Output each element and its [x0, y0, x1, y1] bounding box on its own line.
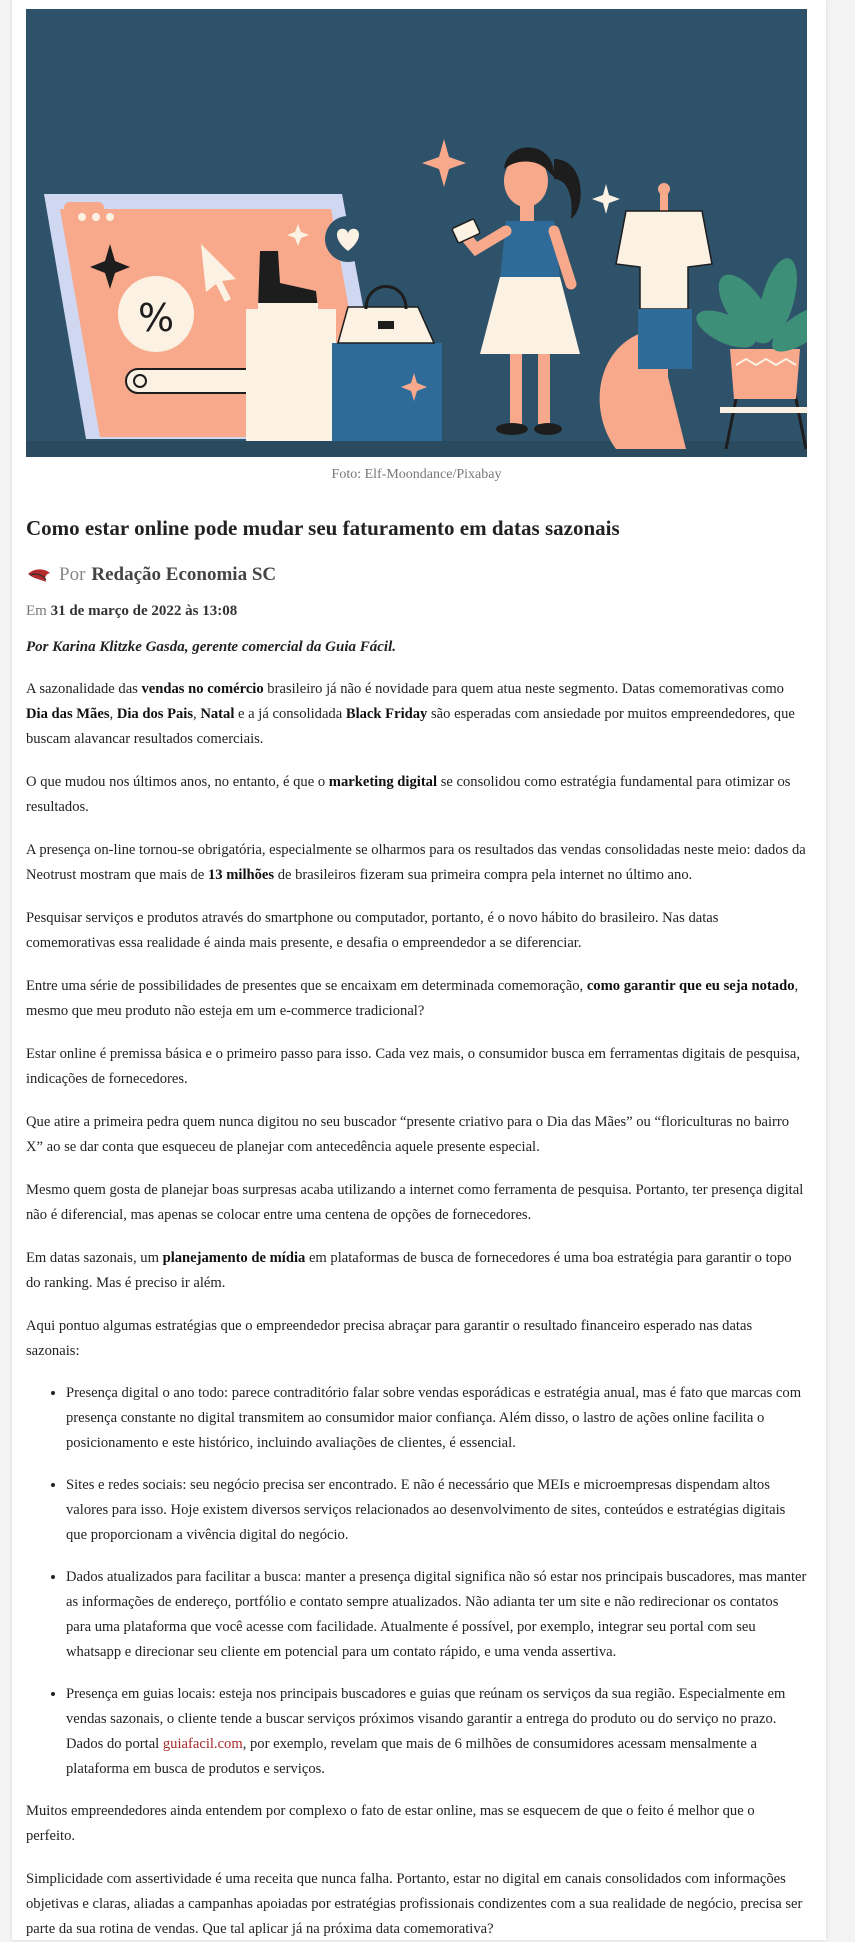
- image-caption: Foto: Elf-Moondance/Pixabay: [331, 467, 502, 482]
- paragraph: Mesmo quem gosta de planejar boas surpresas acaba utilizando a internet como ferramenta de pesquisa. Portanto, ter presença digital não é diferencial, mas apenas se colocar entre uma centena de opções de fornecedores.: [26, 1182, 804, 1223]
- bold-text: 13 milhões: [207, 867, 275, 883]
- list-item: • Sites e redes sociais: seu negócio precisa ser encontrado. E não é necessário que MEIs e microempresas dispendam altos valores para isso. Hoje existem diversos serviços relacionados ao desenvolvimento de sites, conteúdos e estratégias digitais que proporcionam a vivência digital do negócio.: [66, 1473, 807, 1548]
- date-value: 31 de março de 2022 às 13:08: [50, 603, 238, 619]
- bold-text: planejamento de mídia: [162, 1250, 306, 1266]
- article-title: Como estar online pode mudar seu faturamento em datas sazonais: [26, 516, 620, 540]
- list-item: • Presença em guias locais: esteja nos principais buscadores e guias que reúnam os serviços da sua região. Especialmente em vendas sazonais, o cliente tende a buscar serviços próximos visando garantir a entrega do produto ou do serviço no prazo. Dados do portal guiafacil.com, por exemplo, revelam que mais de 6 milhões de consumidores acessam mensalmente a plataforma em busca de produtos e serviços.: [66, 1682, 807, 1782]
- paragraph: Em datas sazonais, um planejamento de mídia em plataformas de busca de fornecedores é uma boa estratégia para garantir o topo do ranking. Mas é preciso ir além.: [26, 1250, 792, 1291]
- paragraph: Estar online é premissa básica e o primeiro passo para isso. Cada vez mais, o consumidor busca em ferramentas digitais de pesquisa, indicações de fornecedores.: [26, 1046, 801, 1087]
- list-item: • Dados atualizados para facilitar a busca: manter a presença digital significa não só estar nos principais buscadores, mas manter as informações de endereço, portfólio e contato sempre atualizados. Não adianta ter um site e não redirecionar os contatos para uma plataforma que você acesse com facilidade. Atualmente é possível, por exemplo, integrar seu portal com seu whatsapp e direcionar seu cliente em potencial para um contato rápido, e uma venda assertiva.: [66, 1565, 807, 1665]
- paragraph: O que mudou nos últimos anos, no entanto, é que o marketing digital se consolidou como estratégia fundamental para otimizar os resultados.: [26, 774, 791, 815]
- author-row: [26, 563, 807, 587]
- article-page: [12, 0, 826, 1940]
- inline-link[interactable]: guiafacil.com: [162, 1736, 243, 1752]
- bold-text: Dia das Mães: [26, 706, 110, 722]
- bold-text: Black Friday: [345, 706, 428, 722]
- paragraph: Entre uma série de possibilidades de presentes que se encaixam em determinada comemoração, como garantir que eu seja notado, mesmo que meu produto não esteja em um e-commerce tradicional?: [26, 978, 799, 1019]
- paragraph: Aqui pontuo algumas estratégias que o empreendedor precisa abraçar para garantir o resultado financeiro esperado nas datas sazonais:: [26, 1318, 753, 1359]
- article-byline: Por Karina Klitzke Gasda, gerente comercial da Guia Fácil.: [26, 639, 396, 655]
- bold-text: Dia dos Pais: [116, 706, 194, 722]
- hero-illustration: [26, 9, 807, 457]
- author-avatar-icon: [26, 564, 52, 586]
- bold-text: marketing digital: [328, 774, 438, 790]
- svg-text:%: %: [138, 296, 175, 340]
- bold-text: como garantir que eu seja notado: [586, 978, 795, 994]
- list-item: • Presença digital o ano todo: parece contraditório falar sobre vendas esporádicas e estratégia anual, mas é fato que marcas com presença constante no digital transmitem ao consumidor maior confiança. Além disso, o lastro de ações online facilita o posicionamento e este histórico, incluindo avaliações de clientes, é essencial.: [66, 1381, 807, 1456]
- paragraph: Que atire a primeira pedra quem nunca digitou no seu buscador “presente criativo para o Dia das Mães” ou “floriculturas no bairro X” ao se dar conta que esqueceu de planejar com antecedência aquele presente especial.: [26, 1114, 790, 1155]
- author-name-link[interactable]: Redação Economia SC: [91, 564, 277, 585]
- paragraph: A sazonalidade das vendas no comércio brasileiro já não é novidade para quem atua neste segmento. Datas comemorativas como Dia das Mães, Dia dos Pais, Natal e a já consolidada Black Friday são esperadas com ansiedade por muitos empreendedores, que buscam alavancar resultados comerciais.: [26, 681, 795, 747]
- paragraph: Muitos empreendedores ainda entendem por complexo o fato de estar online, mas se esquecem de que o feito é melhor que o perfeito.: [26, 1803, 755, 1844]
- bold-text: Natal: [200, 706, 235, 722]
- paragraph: Simplicidade com assertividade é uma receita que nunca falha. Portanto, estar no digital em canais consolidados com informações objetivas e claras, aliadas a campanhas apoiadas por estratégias profissionais condizentes com a sua realidade de negócio, precisa ser parte da sua rotina de vendas. Que tal aplicar já na próxima data comemorativa?: [26, 1871, 803, 1937]
- paragraph: A presença on-line tornou-se obrigatória, especialmente se olharmos para os resultados das vendas consolidadas neste meio: dados da Neotrust mostram que mais de 13 milhões de brasileiros fizeram sua primeira compra pela internet no último ano.: [26, 842, 806, 883]
- ecommerce-illustration: [26, 9, 807, 457]
- publish-date: [26, 603, 807, 623]
- date-prefix: Em: [26, 603, 47, 619]
- bold-text: vendas no comércio: [141, 681, 264, 697]
- strategy-list: [26, 1381, 807, 1782]
- paragraph: Pesquisar serviços e produtos através do smartphone ou computador, portanto, é o novo hábito do brasileiro. Nas datas comemorativas essa realidade é ainda mais presente, e desafia o empreendedor a se diferenciar.: [26, 910, 719, 951]
- author-prefix: Por: [59, 564, 86, 585]
- article-content: [26, 9, 807, 1942]
- article-body: [26, 677, 807, 1942]
